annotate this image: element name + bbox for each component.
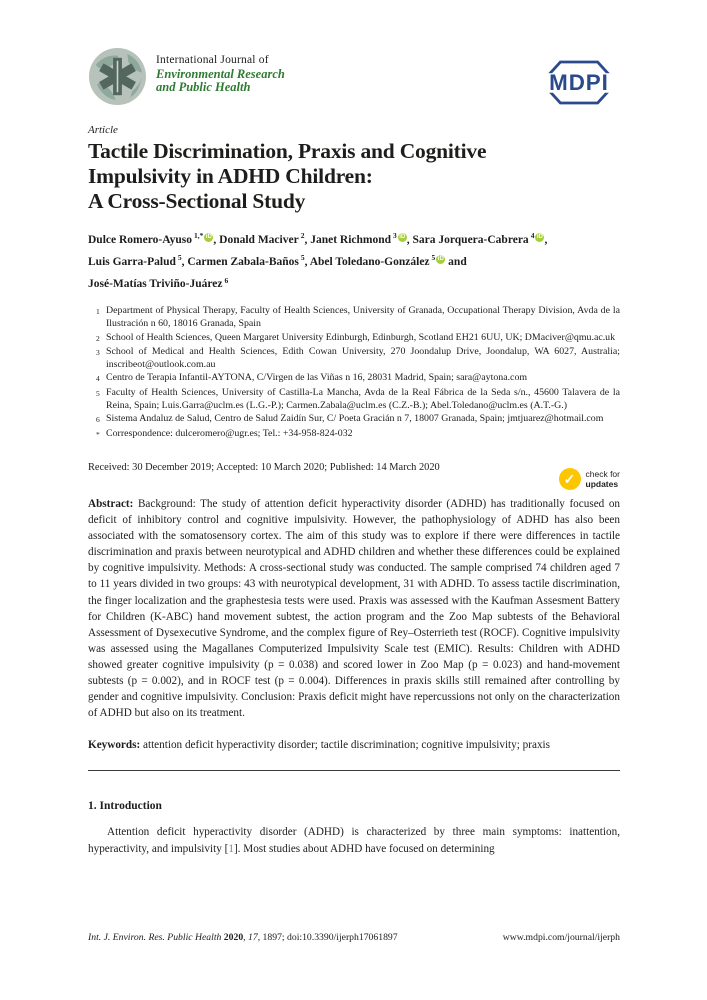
author-name: Carmen Zabala-Baños [187, 256, 299, 269]
author-name: Dulce Romero-Ayuso [88, 233, 193, 246]
abstract-text: Background: The study of attention deficit hyperactivity disorder (ADHD) has traditionally focused on deficit of inhibitory control and cognitive impulsivity. However, the pathophysiology of ADHD has also been associated with the somatosensory cortex. The aim of this study was to explore if there were differences in tactile discrimination and praxis between neurotypical and ADHD children and whether these differences could be explained by cognitive impulsivity. Methods: A cross-sectional study was conducted. The sample comprised 74 children aged 7 to 11 years divided in two groups: 43 with neurotypical development, 31 with ADHD. To assess tactile discrimination, the finger localization and the graphestesia tests were used. Praxis was assessed with the Kaufman Assesment Battery for Children (K-ABC) hand movement subtest, the action program and the Zoo Map subtests of the Behavioral Assessment of Dysexecutive Syndrome, and the complex figure of Rey–Osterrieth test (ROCF). Cognitive impulsivity was assessed using the Magallanes Computerized Impulsivity Scale test (EMIC). Results: Children with ADHD showed greater cognitive impulsivity (p = 0.038) and scored lower in Zoo Map (p = 0.023) and hand-movement subtests (p = 0.002), and in ROCF test (p = 0.004). Differences in praxis skills still remained after controlling by gender and cognitive impulsivity. Conclusion: Praxis deficit might have repercussions not only on the characterization of ADHD but also on its treatment. [88, 497, 621, 720]
author-name: José-Matías Triviño-Juárez [88, 278, 223, 291]
author-sup: 2 [300, 231, 305, 240]
affiliation-row [88, 386, 620, 413]
author [88, 275, 229, 291]
affiliation-row [88, 412, 620, 426]
keywords-label: Keywords: [88, 739, 141, 752]
affiliation-text: School of Health Sciences, Queen Margaret University Edinburgh, Edinburgh, Scotland EH21 6UU, UK; DMaciver@qmu.ac.uk [106, 331, 616, 343]
author-sep: , [406, 233, 413, 246]
author [219, 231, 311, 246]
mdpi-logo[interactable] [538, 59, 620, 111]
badge-line-1: check for [585, 469, 620, 479]
intro-text-after-cite: ]. Most studies about ADHD have focused on determining [233, 842, 495, 855]
intro-text-before-cite: Attention deficit hyperactivity disorder (ADHD) is characterized by three main symptoms: inattention, hyperactivity, and impulsivity [ [88, 826, 620, 855]
citation-ref-1[interactable]: 1 [228, 842, 234, 855]
author-sup: 1,* [194, 231, 204, 240]
footer-journal-url[interactable]: www.mdpi.com/journal/ijerph [502, 932, 620, 943]
affiliation-row [88, 345, 620, 372]
journal-name-prefix: International Journal of [156, 54, 269, 66]
footer-year: 2020 [223, 932, 244, 943]
orcid-icon[interactable]: iD [437, 256, 444, 263]
badge-line-2: updates [585, 479, 619, 489]
section-heading-introduction: 1. Introduction [88, 800, 162, 813]
author [310, 231, 413, 246]
author-sep: , [181, 256, 188, 269]
affiliation-text: Faculty of Health Sciences, University of Castilla-La Mancha, Avda de la Real Fábrica de la Seda s/n., 45600 Talavera de la Reina, Spain; Luis.Garra@uclm.es (L.G.-P.); Carmen.Zabala@uclm.es (C.Z.-B.); Abel.Toledano@uclm.es (A.T.-G.) [106, 386, 620, 412]
author-sup: 6 [224, 275, 229, 285]
affiliation-marker: 6 [96, 415, 100, 425]
page-header [88, 0, 620, 111]
affiliation-row [88, 304, 620, 331]
affiliation-marker: 3 [96, 347, 100, 357]
correspondence-text: Correspondence: dulceromero@ugr.es; Tel.: +34-958-824-032 [106, 427, 353, 439]
author-name: Abel Toledano-González [309, 256, 430, 269]
author-sep: , [544, 233, 548, 246]
author-sep: and [445, 256, 467, 269]
affiliation-row [88, 371, 620, 385]
journal-name-line1: Environmental Research [156, 66, 285, 81]
affiliation-text: School of Medical and Health Sciences, Edith Cowan University, 270 Joondalup Drive, Joondalup, WA 6027, Australia; inscribeot@outlook.com.au [106, 345, 620, 371]
author-sup: 3 [393, 231, 397, 240]
orcid-icon[interactable]: iD [536, 234, 543, 240]
author-sep: , [304, 233, 311, 246]
author-name: Sara Jorquera-Cabrera [412, 233, 529, 246]
check-for-updates-badge[interactable] [559, 468, 621, 490]
author-sup: 4 [530, 231, 535, 240]
author [88, 231, 220, 246]
correspondence-marker: * [96, 429, 100, 439]
affiliation-text: Centro de Terapia Infantil-AYTONA, C/Virgen de las Viñas n 16, 28031 Madrid, Spain; sara@aytona.com [106, 372, 528, 384]
author-sep: , [213, 233, 220, 246]
checkmark-icon: ✓ [559, 468, 581, 490]
footer-citation [88, 932, 398, 943]
author-list [88, 227, 620, 294]
author-name: Janet Richmond [310, 233, 392, 246]
author [187, 253, 310, 269]
title-line-2: Impulsivity in ADHD Children: [88, 164, 373, 188]
section-divider [88, 770, 620, 771]
title-line-3: A Cross-Sectional Study [88, 189, 306, 213]
correspondence-row [88, 427, 620, 441]
affiliation-marker: 5 [96, 388, 100, 398]
journal-name-line2: and Public Health [156, 80, 251, 94]
abstract-label: Abstract: [88, 497, 134, 510]
mdpi-logo-text: MDPI [549, 69, 609, 95]
affiliation-marker: 2 [96, 333, 100, 343]
author [309, 253, 467, 269]
author-sep: , [304, 256, 310, 269]
footer-doi: , 1897; doi:10.3390/ijerph17061897 [257, 932, 398, 943]
received-accepted-published: Received: 30 December 2019; Accepted: 10 March 2020; Published: 14 March 2020 [88, 461, 440, 473]
author [412, 231, 548, 246]
author-name: Luis Garra-Palud [88, 256, 176, 269]
footer-sep: , [243, 932, 248, 943]
author-name: Donald Maciver [219, 233, 299, 246]
author-sup: 5 [300, 253, 305, 263]
author [88, 253, 188, 269]
affiliation-text: Sistema Andaluz de Salud, Centro de Salud Zaidín Sur, C/ Poeta Gracián n 7, 18007 Granada, Spain; jmtjuarez@hotmail.com [106, 413, 604, 425]
affiliation-marker: 1 [96, 306, 100, 316]
affiliation-marker: 4 [96, 374, 100, 384]
introduction-paragraph [88, 824, 620, 856]
author-sup: 5 [177, 253, 182, 263]
orcid-icon[interactable]: iD [205, 234, 212, 240]
affiliation-row [88, 331, 620, 345]
journal-globe-icon [88, 47, 147, 111]
article-type-label: Article [88, 124, 118, 136]
title-line-1: Tactile Discrimination, Praxis and Cognitive [88, 139, 487, 163]
keywords [88, 737, 620, 753]
page-title [88, 139, 620, 214]
page-footer [88, 932, 620, 943]
journal-brand [88, 47, 285, 111]
abstract [88, 496, 620, 721]
affiliation-list [88, 304, 620, 441]
footer-volume: 17 [248, 932, 258, 943]
journal-name [156, 47, 285, 111]
affiliation-text: Department of Physical Therapy, Faculty of Health Sciences, University of Granada, Occupational Therapy Division, Avda de la Ilustración n 60, 18016 Granada, Spain [106, 304, 620, 330]
footer-journal-abbrev: Int. J. Environ. Res. Public Health [88, 932, 224, 943]
orcid-icon[interactable]: iD [399, 234, 406, 240]
keywords-text: attention deficit hyperactivity disorder; tactile discrimination; cognitive impulsivity; praxis [143, 739, 551, 752]
check-for-updates-label [586, 469, 621, 489]
author-sup: 5 [431, 253, 436, 263]
